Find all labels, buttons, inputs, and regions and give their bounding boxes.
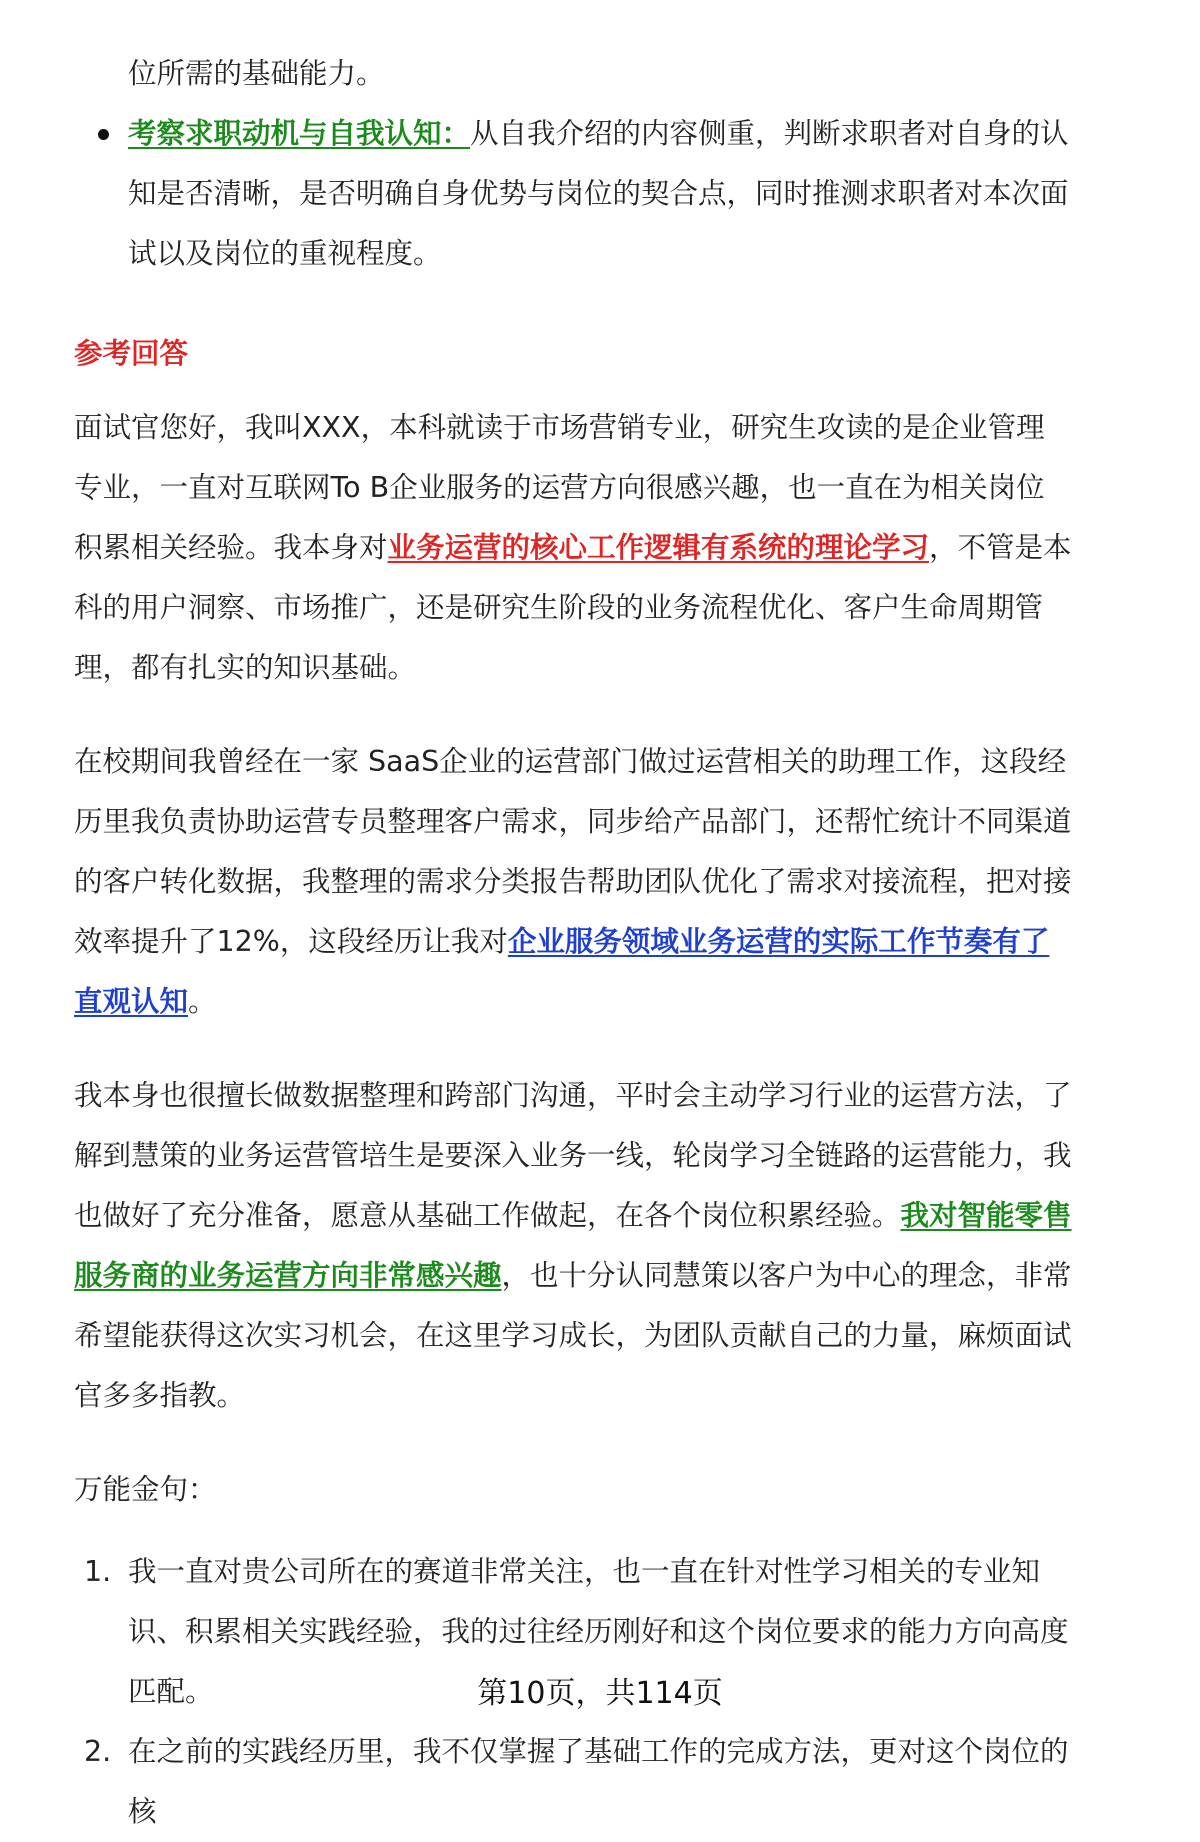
section-title: 参考回答 <box>74 337 189 370</box>
bullet-dot-icon <box>98 129 109 140</box>
numbered-item-2 <box>74 1722 1073 1842</box>
numbered-item-2-text: 在之前的实践经历里，我不仅掌握了基础工作的完成方法，更对这个岗位的核 <box>128 1735 1069 1828</box>
paragraph-2-text-a: 在校期间我曾经在一家 SaaS企业的运营部门做过运营相关的助理工作，这段经历里我负责协助运营专员整理客户需求，同步给产品部门，还帮忙统计不同渠道的客户转化数据，我整理的需求分类报告帮助团队优化了需求对接流程，把对接效率提升了12%，这段经历让我对 <box>74 745 1072 958</box>
paragraph-2 <box>74 732 1073 1032</box>
paragraph-1-text-b: ，不管是本科的用户洞察、市场推广，还是研究生阶段的业务流程优化、客户生命周期管理，都有扎实的知识基础。 <box>74 531 1072 684</box>
paragraph-3-highlight: 我对智能零售服务商的业务运营方向非常感兴趣 <box>74 1199 1072 1292</box>
paragraph-1-text-a: 面试官您好，我叫XXX，本科就读于市场营销专业，研究生攻读的是企业管理专业，一直对互联网To B企业服务的运营方向很感兴趣，也一直在为相关岗位积累相关经验。我本身对 <box>74 411 1045 564</box>
paragraph-3 <box>74 1066 1073 1426</box>
paragraph-3-text-b: ，也十分认同慧策以客户为中心的理念，非常希望能获得这次实习机会，在这里学习成长，为团队贡献自己的力量，麻烦面试官多多指教。 <box>74 1259 1072 1412</box>
numbered-item-1-number: 1. <box>84 1555 112 1588</box>
intro-continuation: 位所需的基础能力。 <box>128 57 385 90</box>
paragraph-1 <box>74 398 1073 698</box>
numbered-item-2-number: 2. <box>84 1735 112 1768</box>
bullet-highlight: 考察求职动机与自我认知： <box>128 117 471 150</box>
paragraph-3-text-a: 我本身也很擅长做数据整理和跨部门沟通，平时会主动学习行业的运营方法，了解到慧策的业务运营管培生是要深入业务一线，轮岗学习全链路的运营能力，我也做好了充分准备，愿意从基础工作做起，在各个岗位积累经验。 <box>74 1079 1072 1232</box>
page-indicator: 第10页，共114页 <box>477 1676 723 1711</box>
paragraph-2-text-b: 。 <box>188 985 217 1018</box>
paragraph-2-highlight: 企业服务领域业务运营的实际工作节奏有了直观认知 <box>74 925 1050 1018</box>
numbered-item-1-text: 我一直对贵公司所在的赛道非常关注，也一直在针对性学习相关的专业知识、积累相关实践经验，我的过往经历刚好和这个岗位要求的能力方向高度匹配。 <box>128 1555 1069 1708</box>
golden-sentences-label: 万能金句： <box>74 1473 217 1506</box>
paragraph-1-highlight: 业务运营的核心工作逻辑有系统的理论学习 <box>387 531 930 564</box>
bullet-item <box>74 104 1073 284</box>
bullet-list <box>74 104 1073 284</box>
bullet-text: 从自我介绍的内容侧重，判断求职者对自身的认知是否清晰，是否明确自身优势与岗位的契合点，同时推测求职者对本次面试以及岗位的重视程度。 <box>128 117 1069 270</box>
